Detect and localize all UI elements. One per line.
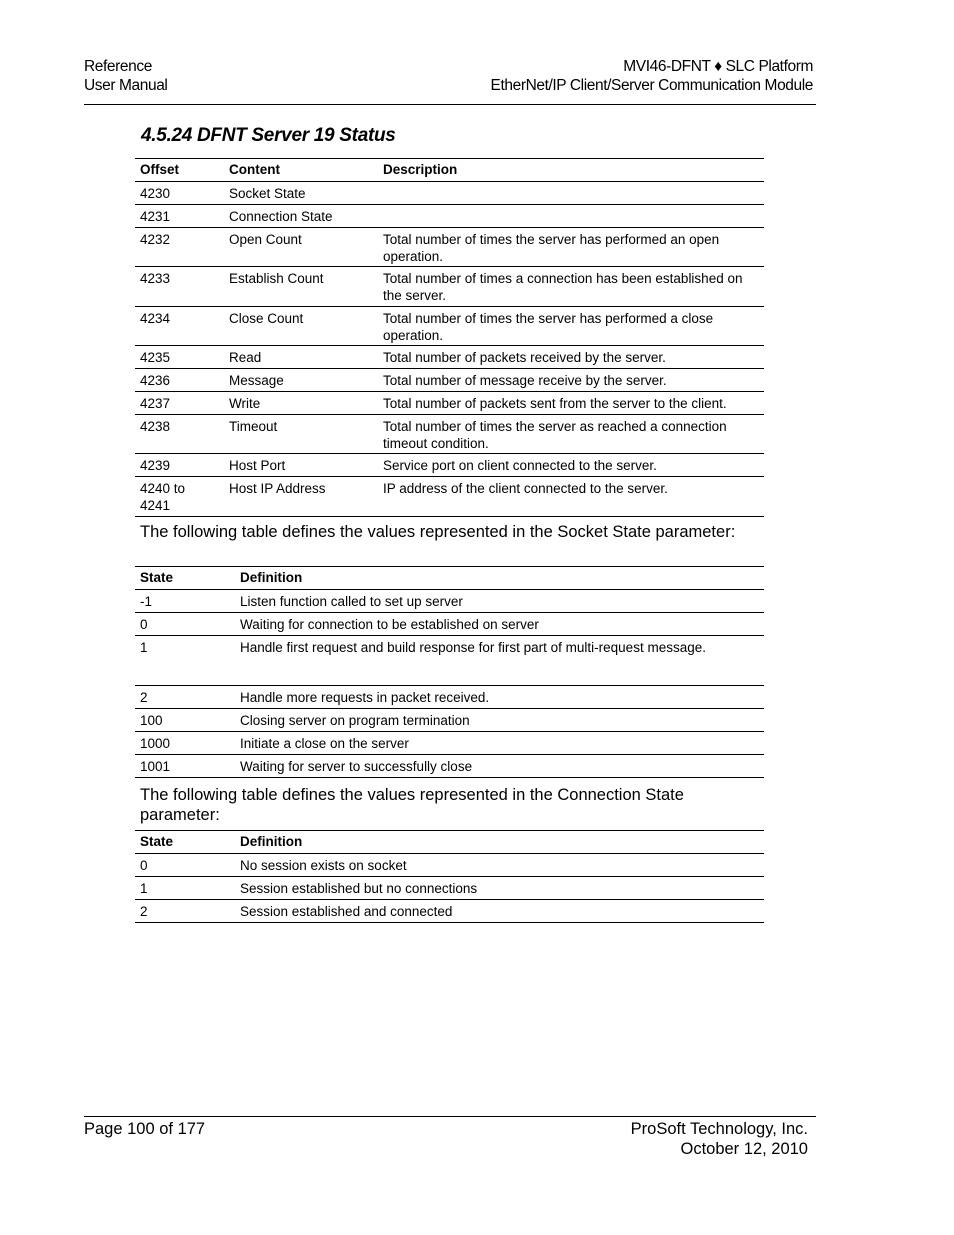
content-cell: Connection State <box>229 209 333 224</box>
table-row <box>135 267 764 307</box>
offset-cell: 4238 <box>140 419 171 434</box>
state-cell: 1001 <box>140 759 171 774</box>
column-header-offset: Offset <box>140 162 180 177</box>
definition-cell: Closing server on program termination <box>240 713 470 728</box>
connection-state-intro: The following table defines the values represented in the Connection State parameter: <box>140 786 684 824</box>
connection-state-table <box>135 830 764 923</box>
offset-cell: 4230 <box>140 186 171 201</box>
table-row <box>135 477 764 517</box>
header-right <box>491 57 813 95</box>
footer-page-number: Page 100 of 177 <box>84 1120 206 1138</box>
state-cell: 100 <box>140 713 163 728</box>
description-cell: Total number of times the server has performed a close operation. <box>383 311 714 343</box>
table-row <box>135 182 764 205</box>
state-cell: 0 <box>140 858 148 873</box>
header-divider <box>84 104 816 105</box>
column-header-definition: Definition <box>240 570 303 585</box>
footer-divider <box>84 1116 816 1117</box>
table-row <box>135 346 764 369</box>
server-status-table <box>135 158 764 517</box>
header-user-manual: User Manual <box>84 77 168 94</box>
definition-cell: Session established and connected <box>240 904 453 919</box>
description-cell: Total number of packets sent from the server to the client. <box>383 396 727 411</box>
table-row <box>135 392 764 415</box>
content-cell: Host Port <box>229 458 286 473</box>
table-row <box>135 900 764 923</box>
table-row <box>135 877 764 900</box>
column-header-state: State <box>140 834 174 849</box>
content-cell: Write <box>229 396 261 411</box>
socket-state-table <box>135 566 764 778</box>
description-cell: Total number of message receive by the server. <box>383 373 667 388</box>
state-cell: -1 <box>140 594 153 609</box>
state-cell: 1000 <box>140 736 171 751</box>
table-row <box>135 686 764 709</box>
content-cell: Close Count <box>229 311 304 326</box>
state-cell: 0 <box>140 617 148 632</box>
definition-cell: Handle more requests in packet received. <box>240 690 490 705</box>
header-left <box>84 57 167 95</box>
content-cell: Timeout <box>229 419 278 434</box>
content-cell: Open Count <box>229 232 302 247</box>
table-row <box>135 613 764 636</box>
content-cell: Message <box>229 373 284 388</box>
section-title: 4.5.24 DFNT Server 19 Status <box>141 125 396 146</box>
offset-cell: 4234 <box>140 311 171 326</box>
footer-company: ProSoft Technology, Inc. <box>630 1120 808 1138</box>
column-header-state: State <box>140 570 174 585</box>
table-row <box>135 415 764 454</box>
table-row <box>135 369 764 392</box>
description-cell: Total number of times the server as reached a connection timeout condition. <box>383 419 727 451</box>
state-cell: 2 <box>140 690 148 705</box>
definition-cell: Initiate a close on the server <box>240 736 409 751</box>
table-row <box>135 732 764 755</box>
description-cell: Total number of times a connection has been established on the server. <box>383 271 743 303</box>
offset-cell: 4235 <box>140 350 171 365</box>
offset-cell: 4240 to 4241 <box>140 481 186 513</box>
offset-cell: 4237 <box>140 396 171 411</box>
content-cell: Read <box>229 350 262 365</box>
content-cell: Socket State <box>229 186 306 201</box>
footer-right <box>631 1119 808 1159</box>
definition-cell: Listen function called to set up server <box>240 594 463 609</box>
column-header-definition: Definition <box>240 834 303 849</box>
definition-cell: Session established but no connections <box>240 881 478 896</box>
description-cell <box>378 205 764 228</box>
header-module: EtherNet/IP Client/Server Communication Module <box>490 77 813 94</box>
table-row <box>135 709 764 732</box>
offset-cell: 4232 <box>140 232 171 247</box>
socket-state-intro: The following table defines the values represented in the Socket State parameter: <box>140 523 736 541</box>
offset-cell: 4239 <box>140 458 171 473</box>
description-cell: Total number of times the server has performed an open operation. <box>383 232 720 264</box>
definition-cell: Handle first request and build response for first part of multi-request message. <box>240 640 706 655</box>
header-product: MVI46-DFNT ♦ SLC Platform <box>623 58 813 75</box>
table-row <box>135 636 764 686</box>
offset-cell: 4231 <box>140 209 171 224</box>
table-row <box>135 590 764 613</box>
content-cell: Host IP Address <box>229 481 326 496</box>
column-header-description: Description <box>383 162 458 177</box>
description-cell: IP address of the client connected to the server. <box>383 481 668 496</box>
column-header-content: Content <box>229 162 280 177</box>
table-row <box>135 755 764 778</box>
table-row <box>135 205 764 228</box>
definition-cell: Waiting for connection to be established on server <box>240 617 539 632</box>
state-cell: 1 <box>140 640 148 655</box>
definition-cell: No session exists on socket <box>240 858 407 873</box>
table-header-row <box>135 567 764 590</box>
description-cell <box>378 182 764 205</box>
table-row <box>135 228 764 267</box>
table-row <box>135 307 764 346</box>
footer-date: October 12, 2010 <box>680 1140 808 1158</box>
description-cell: Service port on client connected to the server. <box>383 458 657 473</box>
offset-cell: 4236 <box>140 373 171 388</box>
state-cell: 1 <box>140 881 148 896</box>
table-row <box>135 854 764 877</box>
header-reference: Reference <box>84 58 152 75</box>
description-cell: Total number of packets received by the server. <box>383 350 666 365</box>
definition-cell: Waiting for server to successfully close <box>240 759 473 774</box>
state-cell: 2 <box>140 904 148 919</box>
offset-cell: 4233 <box>140 271 171 286</box>
table-header-row <box>135 831 764 854</box>
content-cell: Establish Count <box>229 271 324 286</box>
table-row <box>135 454 764 477</box>
table-header-row <box>135 159 764 182</box>
